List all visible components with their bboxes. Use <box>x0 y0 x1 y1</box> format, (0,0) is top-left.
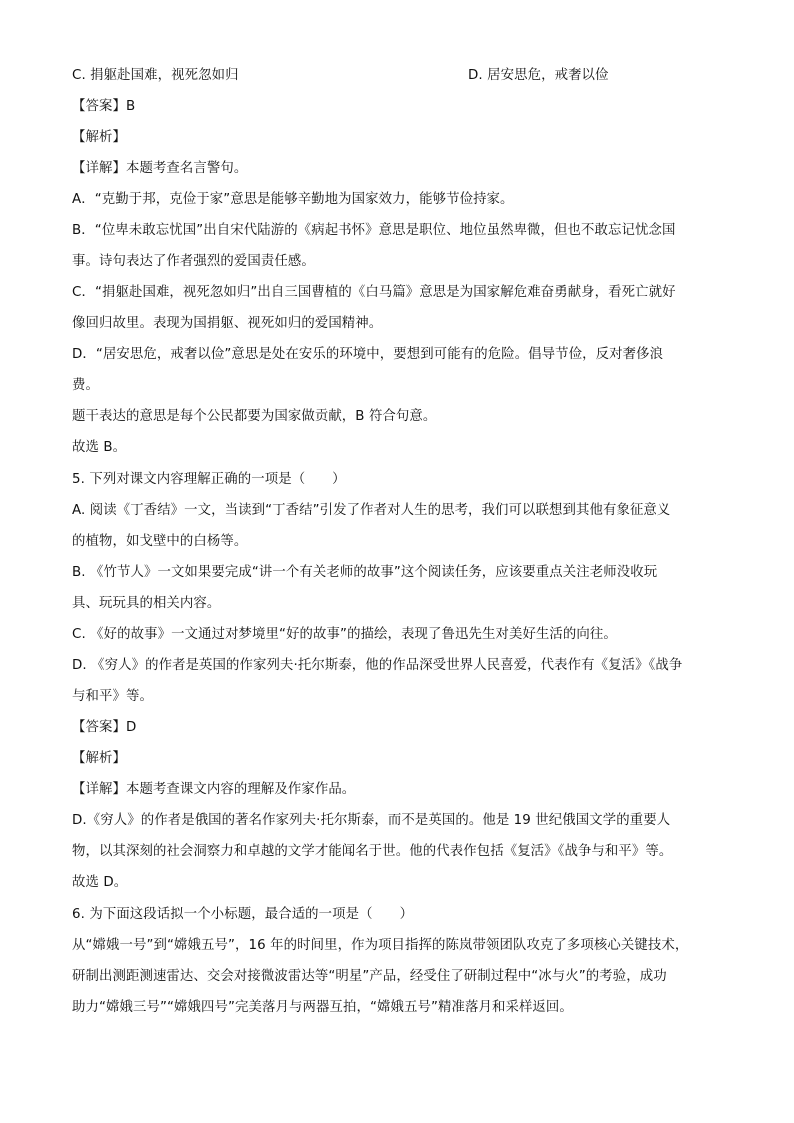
q4-detail-line: A．“克勤于邦，克俭于家”意思是能够辛勤地为国家效力，能够节俭持家。 <box>72 192 514 207</box>
q5-answer: 【答案】D <box>72 720 137 735</box>
q6-passage-line: 助力“嫦娥三号”“嫦娥四号”完美落月与两器互拍，“嫦娥五号”精准落月和采样返回。 <box>72 1000 573 1015</box>
q4-detail-line: 费。 <box>72 378 99 393</box>
q5-option-line: 的植物，如戈壁中的白杨等。 <box>72 534 248 549</box>
q4-detail-line: C．“捐躯赴国难，视死忽如归”出自三国曹植的《白马篇》意思是为国家解危难奋勇献身，看死亡就好 <box>72 285 676 300</box>
q5-option-line: A. 阅读《丁香结》一文，当读到“丁香结”引发了作者对人生的思考，我们可以联想到其他有象征意义 <box>72 503 671 518</box>
q4-detail-line: 像回归故里。表现为国捐躯、视死如归的爱国精神。 <box>72 316 383 331</box>
q4-detail-line: 事。诗句表达了作者强烈的爱国责任感。 <box>72 254 315 269</box>
q6-passage-line: 研制出测距测速雷达、交会对接微波雷达等“明星”产品，经受住了研制过程中“冰与火”的考验，成功 <box>72 969 667 984</box>
q4-option-c: C. 捐躯赴国难，视死忽如归 <box>72 68 239 83</box>
q5-detail-line: 【详解】本题考查课文内容的理解及作家作品。 <box>72 782 356 797</box>
q4-option-d: D. 居安思危，戒奢以俭 <box>468 68 609 83</box>
q4-detail-line: 题干表达的意思是每个公民都要为国家做贡献，B 符合句意。 <box>72 409 437 424</box>
q5-option-line: C. 《好的故事》一文通过对梦境里“好的故事”的描绘，表现了鲁迅先生对美好生活的向往。 <box>72 627 617 642</box>
q5-option-line: 具、玩玩具的相关内容。 <box>72 596 221 611</box>
q5-detail-line: 故选 D。 <box>72 875 128 890</box>
q4-detail-line: 【详解】本题考查名言警句。 <box>72 161 248 176</box>
q4-detail-line: D．“居安思危，戒奢以俭”意思是处在安乐的环境中，要想到可能有的危险。倡导节俭，反对奢侈浪 <box>72 347 664 362</box>
q5-stem: 5. 下列对课文内容理解正确的一项是（ ） <box>72 472 346 487</box>
q6-passage-line: 从“嫦娥一号”到“嫦娥五号”，16 年的时间里，作为项目指挥的陈岚带领团队攻克了多项核心关键技术， <box>72 938 689 953</box>
q4-detail-line: 故选 B。 <box>72 440 127 455</box>
q6-stem: 6. 为下面这段话拟一个小标题，最合适的一项是（ ） <box>72 907 414 922</box>
q5-analysis-label: 【解析】 <box>72 751 126 766</box>
q5-option-line: 与和平》等。 <box>72 689 153 704</box>
q5-option-line: B. 《竹节人》一文如果要完成“讲一个有关老师的故事”这个阅读任务，应该要重点关注老师没收玩 <box>72 565 658 580</box>
q4-detail-line: B．“位卑未敢忘忧国”出自宋代陆游的《病起书怀》意思是职位、地位虽然卑微，但也不敢忘记忧念国 <box>72 223 676 238</box>
q5-detail-line: 物，以其深刻的社会洞察力和卓越的文学才能闻名于世。他的代表作包括《复活》《战争与和平》等。 <box>72 844 673 859</box>
q5-detail-line: D.《穷人》的作者是俄国的著名作家列夫·托尔斯泰，而不是英国的。他是 19 世纪俄国文学的重要人 <box>72 813 671 828</box>
q5-option-line: D. 《穷人》的作者是英国的作家列夫·托尔斯泰，他的作品深受世界人民喜爱，代表作有《复活》《战争 <box>72 658 683 673</box>
q4-options-row <box>72 66 724 86</box>
q4-analysis-label: 【解析】 <box>72 130 126 145</box>
q4-answer: 【答案】B <box>72 99 136 114</box>
